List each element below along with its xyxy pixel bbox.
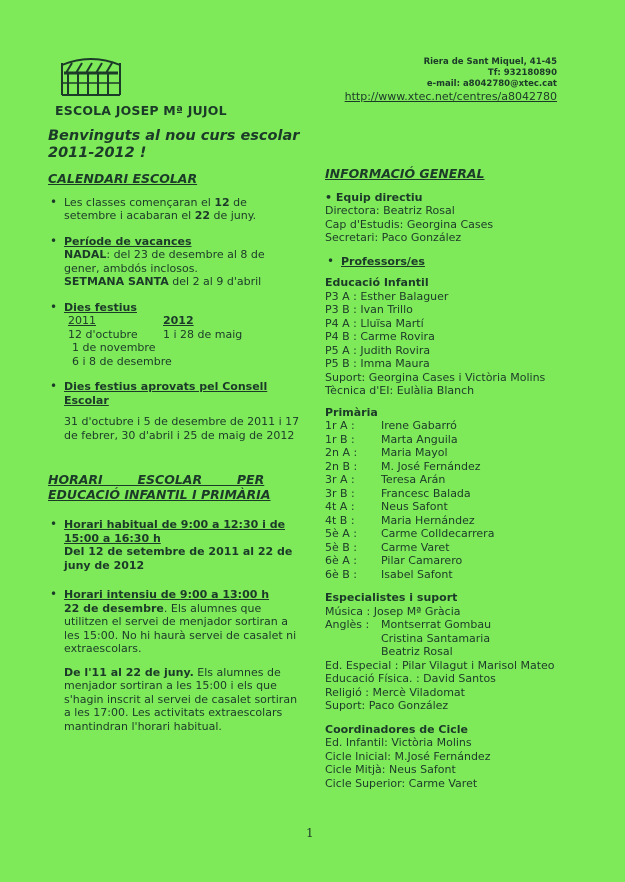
- left-column: [48, 172, 300, 733]
- juny-item: [48, 666, 300, 734]
- primaria-teacher: Marta Anguila: [381, 432, 458, 446]
- primaria-class: 5è A :: [325, 527, 357, 540]
- intensiu-date: 22 de desembre: [64, 601, 164, 615]
- primaria-teacher: Teresa Arán: [381, 473, 446, 486]
- coord-line: Cicle Mitjà: Neus Safont: [325, 763, 456, 776]
- infantil-line: Suport: Georgina Cases i Victòria Molins: [325, 370, 546, 384]
- primaria-class: 1r A :: [325, 419, 355, 432]
- setmana-text: del 2 al 9 d'abril: [168, 275, 262, 288]
- infantil-line: P5 B : Imma Maura: [325, 357, 430, 370]
- classes-text: Les classes començaran el: [64, 195, 215, 209]
- primaria-row: [325, 554, 570, 568]
- primaria-teacher: Pilar Camarero: [381, 554, 463, 567]
- setmana-label: SETMANA SANTA: [64, 275, 169, 288]
- primaria-class: 6è A :: [325, 554, 357, 567]
- equip-line: Cap d'Estudis: Georgina Cases: [325, 217, 494, 231]
- juny-text: Els alumnes de menjador sortiran a les 15:00 i els que s'hagin inscrit al servei de casalet sortiran a les 17:00. Les activitats extraescolars mantindran l'horari habitual.: [64, 665, 298, 733]
- primaria-teacher: Carme Varet: [381, 540, 450, 554]
- espec-line: Religió : Mercè Viladomat: [325, 685, 465, 699]
- primaria-row: [325, 446, 570, 460]
- festius-item: [48, 301, 300, 369]
- consell-item: [48, 380, 300, 442]
- classes-text-mid: de setembre i acabaran el: [64, 195, 247, 222]
- primaria-teacher: Carme Colldecarrera: [381, 527, 495, 540]
- primaria-row: [325, 541, 570, 555]
- coord-title: Coordinadores de Cicle: [325, 722, 468, 736]
- primaria-row: [325, 473, 570, 487]
- primaria-class: 6è B :: [325, 567, 358, 581]
- classes-end: 22: [194, 209, 210, 222]
- nadal-text: : del 23 de desembre al 8 de gener, ambdós inclosos.: [64, 248, 265, 275]
- primaria-row: [325, 568, 570, 582]
- habitual-dates: Del 12 de setembre de 2011 al 22 de juny de 2012: [64, 545, 293, 572]
- welcome-heading: [48, 128, 308, 162]
- infantil-section: [325, 276, 570, 398]
- habitual-title: • Horari habitual de 9:00 a 12:30 i de 15:00 a 16:30 h: [64, 518, 286, 545]
- horari-title-line2: EDUCACIÓ INFANTIL I PRIMÀRIA: [48, 487, 271, 502]
- email: e-mail: a8042780@xtec.cat: [426, 79, 557, 89]
- espec-line: Suport: Paco González: [325, 699, 449, 712]
- primaria-class: 4t A :: [325, 500, 355, 513]
- infantil-line: P3 B : Ivan Trillo: [325, 303, 413, 316]
- prof-title: • Professors/es: [341, 254, 425, 268]
- primaria-row: [325, 419, 570, 433]
- primaria-class: 5è B :: [325, 540, 358, 554]
- address: Riera de Sant Miquel, 41-45: [423, 57, 557, 67]
- primaria-section: [325, 406, 570, 582]
- infantil-title: Educació Infantil: [325, 276, 429, 289]
- fest-2012-1: 1 i 28 de maig: [163, 327, 243, 341]
- school-logo-icon: [58, 55, 124, 97]
- espec-line: Educació Física. : David Santos: [325, 672, 496, 685]
- primaria-teacher: Isabel Safont: [381, 567, 453, 581]
- infantil-line: P4 B : Carme Rovira: [325, 330, 435, 343]
- primaria-teacher: Francesc Balada: [381, 486, 471, 500]
- fest-2011-2: 1 de novembre: [72, 341, 156, 354]
- espec-title: Especialistes i suport: [325, 591, 458, 604]
- primaria-class: 3r A :: [325, 473, 355, 486]
- equip-line: Directora: Beatriz Rosal: [325, 204, 455, 217]
- intensiu-item: [48, 588, 300, 656]
- coord-line: Ed. Infantil: Victòria Molins: [325, 736, 472, 749]
- espec-section: [325, 591, 570, 713]
- espec-musica: Música : Josep Mª Gràcia: [325, 604, 461, 618]
- infantil-line: P5 A : Judith Rovira: [325, 343, 431, 357]
- infantil-line: Tècnica d'EI: Eulàlia Blanch: [325, 384, 475, 397]
- calendari-title: CALENDARI ESCOLAR: [48, 171, 198, 186]
- primaria-teacher: Maria Mayol: [381, 446, 448, 459]
- angles-teacher: Beatriz Rosal: [381, 645, 453, 658]
- primaria-teacher: M. José Fernández: [381, 459, 481, 473]
- primaria-class: 2n A :: [325, 446, 358, 459]
- primaria-class: 1r B :: [325, 432, 355, 446]
- primaria-class: 2n B :: [325, 459, 358, 473]
- coord-line: Cicle Inicial: M.José Fernández: [325, 749, 491, 763]
- primaria-row: [325, 527, 570, 541]
- info-title: INFORMACIÓ GENERAL: [325, 166, 485, 181]
- website-link[interactable]: http://www.xtec.net/centres/a8042780: [344, 90, 557, 103]
- primaria-row: [325, 460, 570, 474]
- contact-block: [345, 57, 557, 102]
- vacances-item: [48, 235, 300, 289]
- phone: Tf: 932180890: [487, 68, 557, 78]
- infantil-line: P3 A : Esther Balaguer: [325, 289, 449, 303]
- bullet-icon: •: [325, 190, 336, 204]
- intensiu-title: • Horari intensiu de 9:00 a 13:00 h: [64, 588, 270, 601]
- primaria-row: [325, 433, 570, 447]
- fest-2011-3: 6 i 8 de desembre: [72, 354, 172, 368]
- primaria-class: 4t B :: [325, 513, 355, 527]
- primaria-row: [325, 514, 570, 528]
- welcome-line1: Benvinguts al nou curs escolar: [48, 128, 300, 144]
- prof-item: [325, 255, 570, 269]
- school-name: ESCOLA JOSEP Mª JUJOL: [55, 103, 227, 118]
- horari-title: [48, 472, 300, 502]
- horari-title-line1: HORARI ESCOLAR PER: [48, 472, 265, 487]
- vacances-title: • Període de vacances: [64, 234, 192, 248]
- page-number: 1: [306, 826, 314, 840]
- primaria-row: [325, 487, 570, 501]
- primaria-teacher: Maria Hernández: [381, 513, 475, 527]
- angles-teacher: Cristina Santamaria: [381, 631, 491, 645]
- espec-angles: [325, 618, 570, 632]
- year-2012: 2012: [163, 314, 194, 327]
- year-2011: 2011: [68, 314, 96, 327]
- equip-section: [325, 191, 570, 245]
- angles-teacher: Montserrat Gombau: [381, 618, 492, 631]
- infantil-line: P4 A : Lluïsa Martí: [325, 316, 424, 330]
- coord-section: [325, 723, 570, 791]
- nadal-label: NADAL: [64, 248, 107, 261]
- angles-label: Anglès :: [325, 618, 370, 631]
- welcome-line2: 2011-2012 !: [48, 145, 147, 161]
- primaria-teacher: Irene Gabarró: [381, 419, 457, 432]
- consell-text: 31 d'octubre i 5 de desembre de 2011 i 17 de febrer, 30 d'abril i 25 de maig de 2012: [64, 415, 300, 442]
- intensiu-text: . Els alumnes que utilitzen el servei de menjador sortiran a les 15:00. No hi haurà servei de casalet ni extraescolars.: [64, 601, 297, 655]
- fest-2011-1: 12 d'octubre: [68, 327, 138, 341]
- juny-label: De l'11 al 22 de juny.: [64, 665, 194, 679]
- consell-title: • Dies festius aprovats pel Consell Escolar: [64, 380, 268, 407]
- primaria-class: 3r B :: [325, 486, 355, 500]
- classes-item: [48, 196, 300, 223]
- espec-line: Ed. Especial : Pilar Vilagut i Marisol Mateo: [325, 658, 555, 672]
- equip-title: Equip directiu: [335, 190, 423, 204]
- primaria-row: [325, 500, 570, 514]
- primaria-teacher: Neus Safont: [381, 500, 448, 513]
- classes-text-end: de juny.: [210, 209, 257, 222]
- coord-line: Cicle Superior: Carme Varet: [325, 776, 478, 790]
- festius-title: • Dies festius: [64, 300, 137, 314]
- primaria-title: Primària: [325, 405, 378, 419]
- right-column: [325, 167, 570, 790]
- classes-start: 12: [214, 195, 230, 209]
- equip-line: Secretari: Paco González: [325, 231, 462, 244]
- habitual-item: [48, 518, 300, 572]
